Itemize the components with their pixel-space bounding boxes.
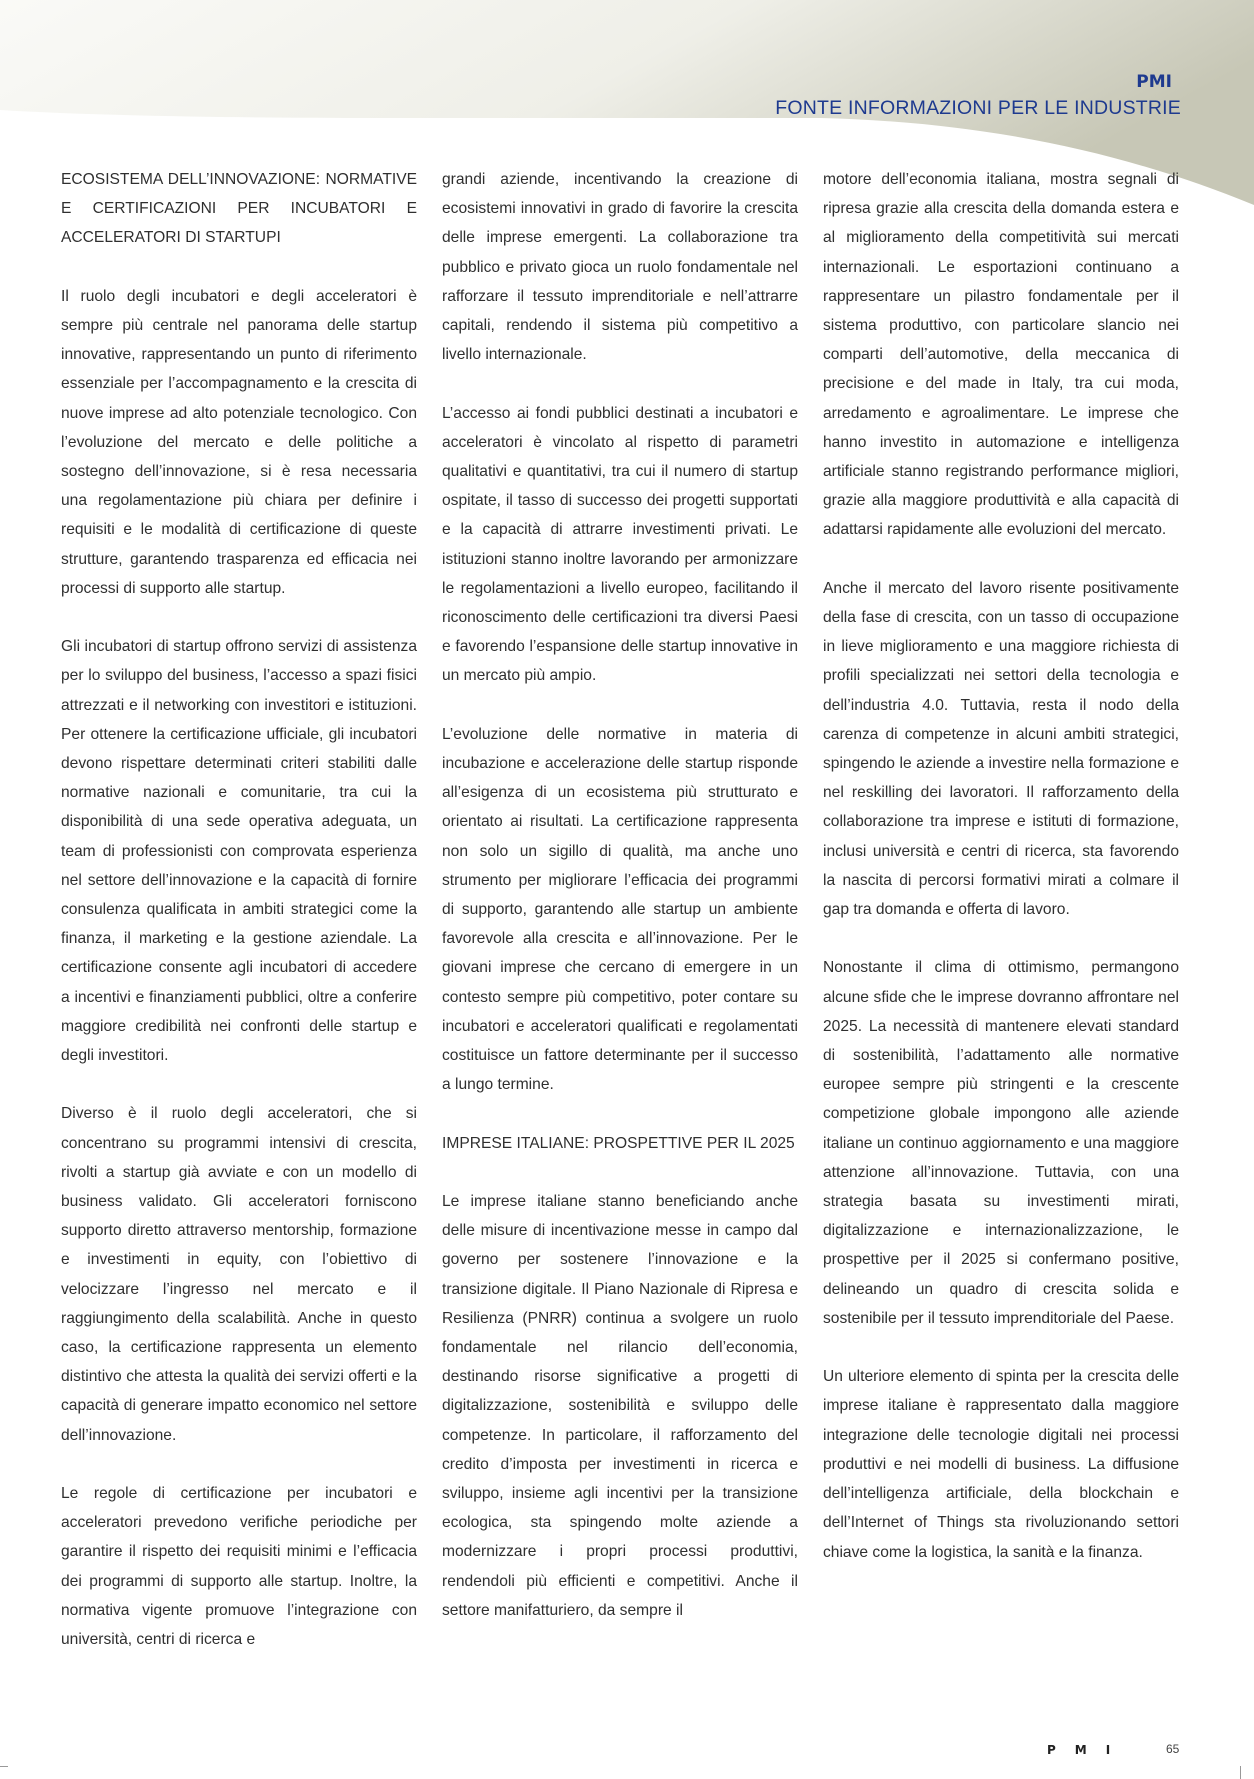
magazine-tagline: FONTE INFORMAZIONI PER LE INDUSTRIE	[775, 97, 1181, 119]
paragraph: Gli incubatori di startup offrono servizi di assistenza per lo sviluppo del business, l’accesso a spazi fisici attrezzati e il networking con investitori e istituzioni. Per ottenere la certificazione ufficiale, gli incubatori devono rispettare determinati criteri stabiliti dalle normative nazionali e comunitarie, tra cui la disponibilità di una sede operativa adeguata, un team di professionisti con comprovata esperienza nel settore dell’innovazione e la capacità di fornire consulenza qualificata in ambiti strategici come la finanza, il marketing e la gestione aziendale. La certificazione consente agli incubatori di accedere a incentivi e finanziamenti pubblici, oltre a conferire maggiore credibilità nei confronti delle startup e degli investitori.	[61, 638, 417, 1065]
pmi-logo: PMI	[1136, 72, 1172, 92]
paragraph: Diverso è il ruolo degli acceleratori, che si concentrano su programmi intensivi di crescita, rivolti a startup già avviate e con un modello di business validato. Gli acceleratori forniscono supporto diretto attraverso mentorship, formazione e investimenti in equity, con l’obiettivo di velocizzare l’ingresso nel mercato e il raggiungimento della scalabilità. Anche in questo caso, la certificazione rappresenta un elemento distintivo che attesta la qualità dei servizi offerti e la capacità di generare impatto economico nel settore dell’innovazione.	[61, 1105, 417, 1444]
crop-mark	[1240, 1766, 1241, 1779]
paragraph: Un ulteriore elemento di spinta per la crescita delle imprese italiane è rappresentato dalla maggiore integrazione delle tecnologie digitali nei processi produttivi e nei modelli di business. La diffusione dell’intelligenza artificiale, della blockchain e dell’Internet of Things sta rivoluzionando settori chiave come la logistica, la sanità e la finanza.	[823, 1368, 1179, 1561]
article-column-2	[442, 165, 798, 1654]
paragraph: L’evoluzione delle normative in materia di incubazione e accelerazione delle startup risponde all’esigenza di un ecosistema più strutturato e orientato ai risultati. La certificazione rappresenta non solo un sigillo di qualità, ma anche uno strumento per migliorare l’efficacia dei programmi di supporto, garantendo alle startup un ambiente favorevole alla crescita e all’innovazione. Per le giovani imprese che cercano di emergere in un contesto sempre più competitivo, poter contare su incubatori e acceleratori qualificati e regolamentati costituisce un fattore determinante per il successo a lungo termine.	[442, 725, 798, 1094]
paragraph: Le regole di certificazione per incubatori e acceleratori prevedono verifiche periodiche per garantire il rispetto dei requisiti minimi e l’efficacia dei programmi di supporto alle startup. Inoltre, la normativa vigente promuove l’integrazione con università, centri di ricerca e	[61, 1485, 417, 1649]
section-heading: ECOSISTEMA DELL’INNOVAZIONE: NORMATIVE E CERTIFICAZIONI PER INCUBATORI E ACCELERATORI DI STARTUPI	[61, 171, 417, 247]
paragraph: motore dell’economia italiana, mostra segnali di ripresa grazie alla crescita della domanda estera e al miglioramento della competitività sui mercati internazionali. Le esportazioni continuano a rappresentare un pilastro fondamentale per il sistema produttivo, con particolare slancio nei comparti dell’automotive, della meccanica di precisione e del made in Italy, tra cui moda, arredamento e agroalimentare. Le imprese che hanno investito in automazione e intelligenza artificiale stanno registrando performance migliori, grazie alla maggiore produttività e alla capacità di adattarsi rapidamente alle evoluzioni del mercato.	[823, 171, 1179, 539]
paragraph: Anche il mercato del lavoro risente positivamente della fase di crescita, con un tasso di occupazione in lieve miglioramento e una maggiore richiesta di profili specializzati nei settori della tecnologia e dell’industria 4.0. Tuttavia, resta il nodo della carenza di competenze in alcuni ambiti strategici, spingendo le aziende a investire nella formazione e nel reskilling dei lavoratori. Il rafforzamento della collaborazione tra imprese e istituti di formazione, inclusi università e centri di ricerca, sta favorendo la nascita di percorsi formativi mirati a colmare il gap tra domanda e offerta di lavoro.	[823, 579, 1179, 919]
footer-brand: PMI	[1047, 1743, 1130, 1757]
paragraph: L’accesso ai fondi pubblici destinati a incubatori e acceleratori è vincolato al rispetto di parametri qualitativi e quantitativi, tra cui il numero di startup ospitate, il tasso di successo dei progetti supportati e la capacità di attrarre investimenti privati. Le istituzioni stanno inoltre lavorando per armonizzare le regolamentazioni a livello europeo, facilitando il riconoscimento delle certificazioni tra diversi Paesi e favorendo l’espansione delle startup innovative in un mercato più ampio.	[442, 404, 798, 685]
page-number: 65	[1166, 1742, 1180, 1756]
paragraph: Il ruolo degli incubatori e degli acceleratori è sempre più centrale nel panorama delle startup innovative, rappresentando un punto di riferimento essenziale per l’accompagnamento e la crescita di nuove imprese ad alto potenziale tecnologico. Con l’evoluzione del mercato e delle politiche a sostegno dell’innovazione, si è resa necessaria una regolamentazione più chiara per definire i requisiti e le modalità di certificazione di queste strutture, garantendo trasparenza ed efficacia nei processi di supporto alle startup.	[61, 287, 417, 597]
article-column-3	[823, 165, 1179, 1596]
crop-mark	[0, 1766, 8, 1767]
paragraph: Le imprese italiane stanno beneficiando anche delle misure di incentivazione messe in campo dal governo per sostenere l’innovazione e la transizione digitale. Il Piano Nazionale di Ripresa e Resilienza (PNRR) continua a svolgere un ruolo fondamentale nel rilancio dell’economia, destinando risorse significative a progetti di digitalizzazione, sostenibilità e sviluppo delle competenze. In particolare, il rafforzamento del credito d’imposta per investimenti in ricerca e sviluppo, insieme agli incentivi per la transizione ecologica, sta spingendo molte aziende a modernizzare i propri processi produttivi, rendendoli più efficienti e competitivi. Anche il settore manifatturiero, da sempre il	[442, 1193, 798, 1619]
paragraph: Nonostante il clima di ottimismo, permangono alcune sfide che le imprese dovranno affrontare nel 2025. La necessità di mantenere elevati standard di sostenibilità, l’adattamento alle normative europee sempre più stringenti e la crescente competizione globale impongono alle aziende italiane un continuo aggiornamento e una maggiore attenzione all’innovazione. Tuttavia, con una strategia basata su investimenti mirati, digitalizzazione e internazionalizzazione, le prospettive per il 2025 si confermano positive, delineando un quadro di crescita solida e sostenibile per il tessuto imprenditoriale del Paese.	[823, 959, 1179, 1327]
paragraph: grandi aziende, incentivando la creazione di ecosistemi innovativi in grado di favorire la crescita delle imprese emergenti. La collaborazione tra pubblico e privato gioca un ruolo fondamentale nel rafforzare il tessuto imprenditoriale e nell’attrarre capitali, rendendo il sistema più competitivo a livello internazionale.	[442, 171, 798, 364]
section-heading: IMPRESE ITALIANE: PROSPETTIVE PER IL 2025	[442, 1134, 795, 1152]
article-column-1	[61, 165, 417, 1683]
